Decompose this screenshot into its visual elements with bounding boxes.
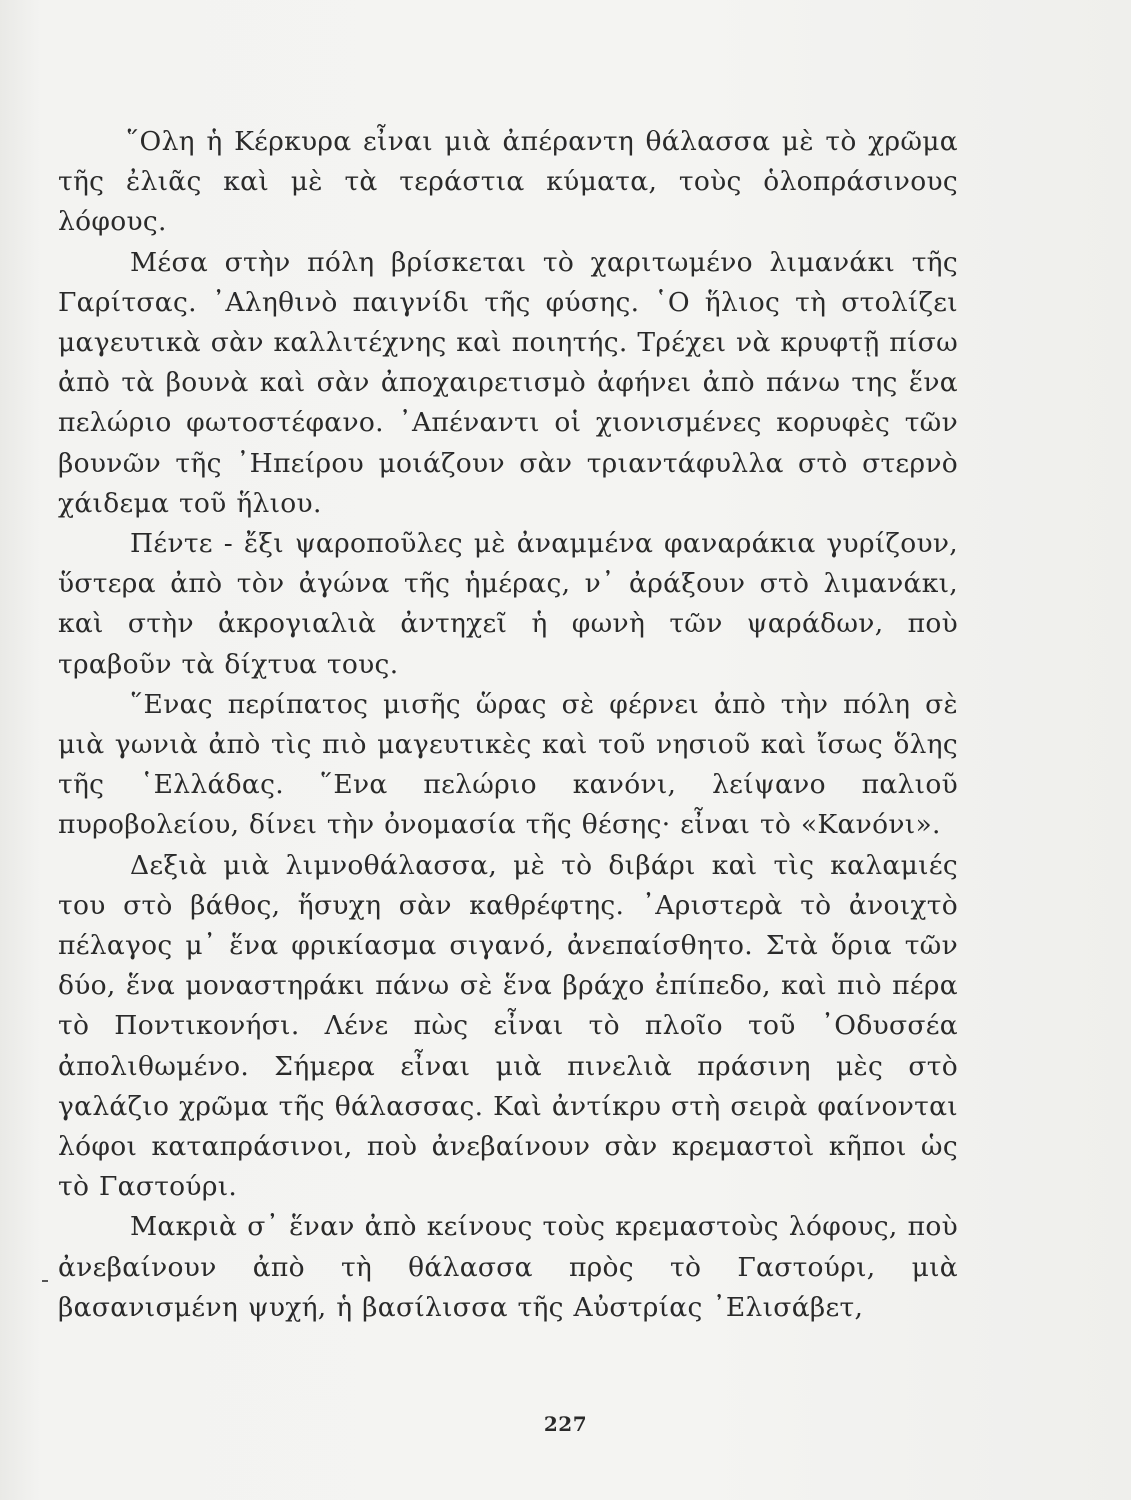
page-number: 227 [543,1412,588,1436]
paragraph-1: ῞Ολη ἡ Κέρκυρα εἶναι μιὰ ἀπέραντη θάλασσα μὲ τὸ χρῶμα τῆς ἐλιᾶς καὶ μὲ τὰ τεράστια κύματα, τοὺς ὁλοπράσινους λόφους. [58,126,958,238]
body-text [58,122,958,1328]
paragraph-2: Μέσα στὴν πόλη βρίσκεται τὸ χαριτωμένο λιμανάκι τῆς Γαρίτσας. ᾿Αληθινὸ παιγνίδι τῆς φύσης. ῾Ο ἥλιος τὴ στολίζει μαγευτικὰ σὰν καλλιτέχνης καὶ ποιητής. Τρέχει νὰ κρυφτῇ πίσω ἀπὸ τὰ βουνὰ καὶ σὰν ἀποχαιρετισμὸ ἀφήνει ἀπὸ πάνω της ἕνα πελώριο φωτοστέφανο. ᾿Απέναντι οἱ χιονισμένες κορυφὲς τῶν βουνῶν τῆς ᾿Ηπείρου μοιάζουν σὰν τριαντάφυλλα στὸ στερνὸ χάιδεμα τοῦ ἥλιου. [58,246,958,519]
paragraph-6: Μακριὰ σ᾿ ἕναν ἀπὸ κείνους τοὺς κρεμαστοὺς λόφους, ποὺ ἀνεβαίνουν ἀπὸ τὴ θάλασσα πρὸς τὸ Γαστούρι, μιὰ βασανισμένη ψυχή, ἡ βασίλισσα τῆς Αὐστρίας ᾿Ελισάβετ, [58,1211,958,1323]
paragraph-4: ῞Ενας περίπατος μισῆς ὥρας σὲ φέρνει ἀπὸ τὴν πόλη σὲ μιὰ γωνιὰ ἀπὸ τὶς πιὸ μαγευτικὲς καὶ τοῦ νησιοῦ καὶ ἴσως ὅλης τῆς ῾Ελλάδας. ῞Ενα πελώριο κανόνι, λείψανο παλιοῦ πυροβολείου, δίνει τὴν ὀνομασία τῆς θέσης· εἶναι τὸ «Κανόνι». [58,688,958,841]
paragraph-5: Δεξιὰ μιὰ λιμνοθάλασσα, μὲ τὸ διβάρι καὶ τὶς καλαμιές του στὸ βάθος, ἥσυχη σὰν καθρέφτης. ᾿Αριστερὰ τὸ ἀνοιχτὸ πέλαγος μ᾿ ἕνα φρικίασμα σιγανό, ἀνεπαίσθητο. Στὰ ὅρια τῶν δύο, ἕνα μοναστηράκι πάνω σὲ ἕνα βράχο ἐπίπεδο, καὶ πιὸ πέρα τὸ Ποντικονήσι. Λένε πὼς εἶναι τὸ πλοῖο τοῦ ᾿Οδυσσέα ἀπολιθωμένο. Σήμερα εἶναι μιὰ πινελιὰ πράσινη μὲς στὸ γαλάζιο χρῶμα τῆς θάλασσας. Καὶ ἀντίκρυ στὴ σειρὰ φαίνονται λόφοι καταπράσινοι, ποὺ ἀνεβαίνουν σὰν κρεμαστοὶ κῆποι ὡς τὸ Γαστούρι. [58,849,958,1203]
margin-mark [42,1280,48,1282]
paragraph-3: Πέντε - ἔξι ψαροποῦλες μὲ ἀναμμένα φαναράκια γυρίζουν, ὕστερα ἀπὸ τὸν ἀγώνα τῆς ἡμέρας, ν᾿ ἀράξουν στὸ λιμανάκι, καὶ στὴν ἀκρογιαλιὰ ἀντηχεῖ ἡ φωνὴ τῶν ψαράδων, ποὺ τραβοῦν τὰ δίχτυα τους. [58,528,958,680]
